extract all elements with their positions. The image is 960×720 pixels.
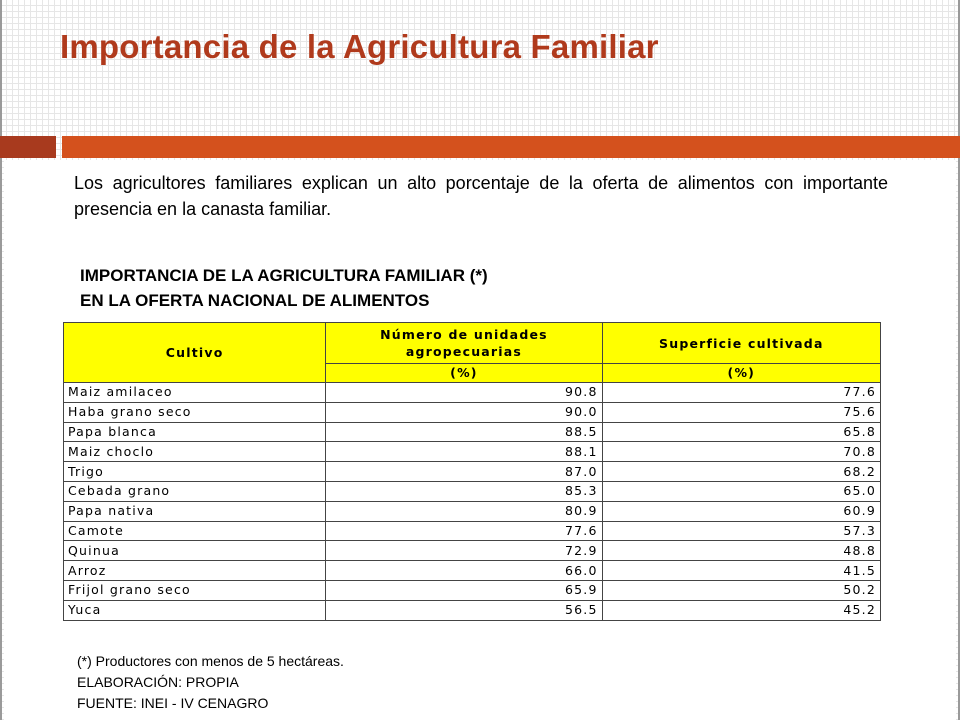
cell-unidades: 85.3 — [326, 481, 602, 501]
table-row — [64, 600, 881, 620]
cell-superficie: 75.6 — [602, 402, 880, 422]
accent-bar-dark — [0, 136, 56, 158]
table-row — [64, 442, 881, 462]
cell-unidades: 88.5 — [326, 422, 602, 442]
slide-title: Importancia de la Agricultura Familiar — [60, 28, 659, 65]
cell-unidades: 65.9 — [326, 580, 602, 600]
cell-cultivo: Papa nativa — [64, 501, 326, 521]
footnote-elaboracion: ELABORACIÓN: PROPIA — [77, 674, 239, 690]
cell-unidades: 72.9 — [326, 541, 602, 561]
cell-unidades: 56.5 — [326, 600, 602, 620]
cell-superficie: 50.2 — [602, 580, 880, 600]
cell-unidades: 66.0 — [326, 561, 602, 581]
cell-cultivo: Maiz amilaceo — [64, 383, 326, 403]
cell-unidades: 88.1 — [326, 442, 602, 462]
cell-superficie: 60.9 — [602, 501, 880, 521]
table-row — [64, 501, 881, 521]
crop-importance-table — [63, 322, 881, 621]
table-row — [64, 541, 881, 561]
header-unidades: Número de unidades agropecuarias — [326, 323, 602, 364]
cell-superficie: 48.8 — [602, 541, 880, 561]
cell-cultivo: Camote — [64, 521, 326, 541]
cell-superficie: 70.8 — [602, 442, 880, 462]
table-row — [64, 561, 881, 581]
footnote-note: (*) Productores con menos de 5 hectáreas. — [77, 653, 344, 669]
table-row — [64, 462, 881, 482]
table-heading — [80, 263, 488, 313]
cell-unidades: 90.8 — [326, 383, 602, 403]
cell-cultivo: Maiz choclo — [64, 442, 326, 462]
footnote-fuente: FUENTE: INEI - IV CENAGRO — [77, 695, 269, 711]
cell-unidades: 77.6 — [326, 521, 602, 541]
table-row — [64, 422, 881, 442]
cell-superficie: 57.3 — [602, 521, 880, 541]
cell-cultivo: Quinua — [64, 541, 326, 561]
cell-cultivo: Trigo — [64, 462, 326, 482]
cell-cultivo: Papa blanca — [64, 422, 326, 442]
table-row — [64, 383, 881, 403]
slide-left-border — [0, 0, 2, 720]
cell-superficie: 68.2 — [602, 462, 880, 482]
cell-cultivo: Frijol grano seco — [64, 580, 326, 600]
footnotes — [77, 651, 344, 714]
intro-paragraph: Los agricultores familiares explican un alto porcentaje de la oferta de alimentos con importante presencia en la canasta familiar. — [74, 173, 888, 219]
table-heading-line-2: EN LA OFERTA NACIONAL DE ALIMENTOS — [80, 291, 430, 310]
table-heading-line-1: IMPORTANCIA DE LA AGRICULTURA FAMILIAR (*) — [80, 266, 488, 285]
table-row — [64, 402, 881, 422]
header-unit-superficie: (%) — [602, 364, 880, 383]
cell-cultivo: Yuca — [64, 600, 326, 620]
table-row — [64, 521, 881, 541]
cell-unidades: 87.0 — [326, 462, 602, 482]
cell-superficie: 65.8 — [602, 422, 880, 442]
table-row — [64, 580, 881, 600]
header-superficie: Superficie cultivada — [602, 323, 880, 364]
cell-superficie: 41.5 — [602, 561, 880, 581]
table-row — [64, 481, 881, 501]
header-cultivo: Cultivo — [64, 323, 326, 383]
cell-unidades: 90.0 — [326, 402, 602, 422]
accent-bar-orange — [62, 136, 960, 158]
cell-cultivo: Haba grano seco — [64, 402, 326, 422]
cell-unidades: 80.9 — [326, 501, 602, 521]
cell-superficie: 77.6 — [602, 383, 880, 403]
cell-superficie: 65.0 — [602, 481, 880, 501]
header-unit-unidades: (%) — [326, 364, 602, 383]
cell-cultivo: Arroz — [64, 561, 326, 581]
cell-superficie: 45.2 — [602, 600, 880, 620]
cell-cultivo: Cebada grano — [64, 481, 326, 501]
